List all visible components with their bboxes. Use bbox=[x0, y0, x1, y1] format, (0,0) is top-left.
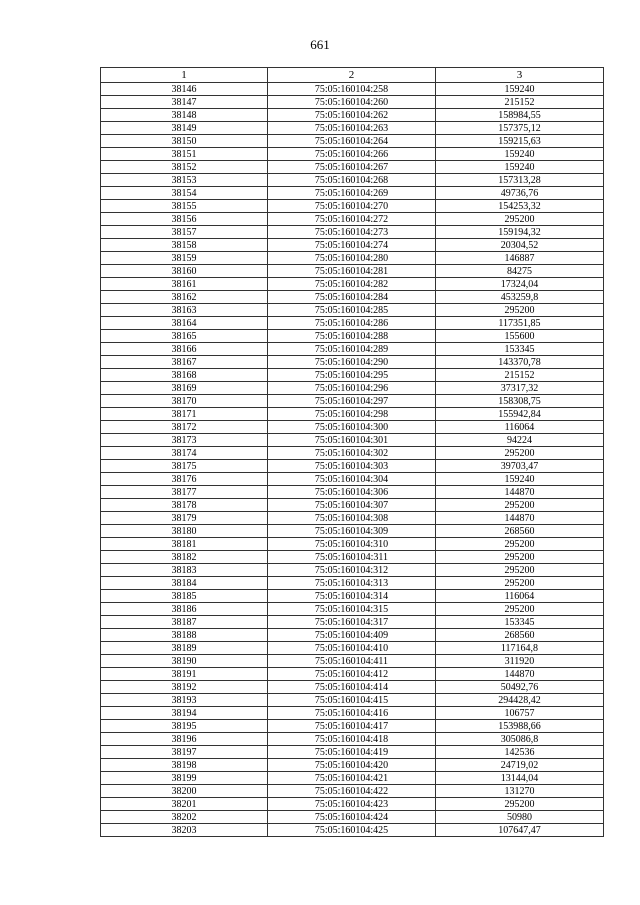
cadastral-number-cell: 75:05:160104:306 bbox=[268, 486, 436, 499]
column-header-2: 2 bbox=[268, 68, 436, 83]
value-cell: 24719,02 bbox=[436, 759, 604, 772]
table-row bbox=[101, 265, 604, 278]
row-number-cell: 38150 bbox=[101, 135, 268, 148]
row-number-cell: 38151 bbox=[101, 148, 268, 161]
table-row bbox=[101, 681, 604, 694]
row-number-cell: 38168 bbox=[101, 369, 268, 382]
table-row bbox=[101, 226, 604, 239]
row-number-cell: 38158 bbox=[101, 239, 268, 252]
cadastral-number-cell: 75:05:160104:270 bbox=[268, 200, 436, 213]
value-cell: 49736,76 bbox=[436, 187, 604, 200]
row-number-cell: 38148 bbox=[101, 109, 268, 122]
cadastral-number-cell: 75:05:160104:288 bbox=[268, 330, 436, 343]
value-cell: 142536 bbox=[436, 746, 604, 759]
row-number-cell: 38192 bbox=[101, 681, 268, 694]
table-row bbox=[101, 668, 604, 681]
value-cell: 50492,76 bbox=[436, 681, 604, 694]
row-number-cell: 38179 bbox=[101, 512, 268, 525]
table-row bbox=[101, 707, 604, 720]
value-cell: 107647,47 bbox=[436, 824, 604, 837]
row-number-cell: 38167 bbox=[101, 356, 268, 369]
row-number-cell: 38180 bbox=[101, 525, 268, 538]
row-number-cell: 38197 bbox=[101, 746, 268, 759]
row-number-cell: 38171 bbox=[101, 408, 268, 421]
cadastral-number-cell: 75:05:160104:417 bbox=[268, 720, 436, 733]
row-number-cell: 38164 bbox=[101, 317, 268, 330]
value-cell: 453259,8 bbox=[436, 291, 604, 304]
cadastral-number-cell: 75:05:160104:282 bbox=[268, 278, 436, 291]
table-row bbox=[101, 382, 604, 395]
table-row bbox=[101, 577, 604, 590]
table-row bbox=[101, 122, 604, 135]
table-row bbox=[101, 538, 604, 551]
row-number-cell: 38175 bbox=[101, 460, 268, 473]
cadastral-number-cell: 75:05:160104:267 bbox=[268, 161, 436, 174]
value-cell: 37317,32 bbox=[436, 382, 604, 395]
table-row bbox=[101, 785, 604, 798]
value-cell: 157375,12 bbox=[436, 122, 604, 135]
cadastral-number-cell: 75:05:160104:418 bbox=[268, 733, 436, 746]
row-number-cell: 38178 bbox=[101, 499, 268, 512]
table-row bbox=[101, 746, 604, 759]
cadastral-number-cell: 75:05:160104:424 bbox=[268, 811, 436, 824]
value-cell: 295200 bbox=[436, 447, 604, 460]
value-cell: 117351,85 bbox=[436, 317, 604, 330]
table-row bbox=[101, 252, 604, 265]
cadastral-number-cell: 75:05:160104:313 bbox=[268, 577, 436, 590]
cadastral-number-cell: 75:05:160104:310 bbox=[268, 538, 436, 551]
cadastral-number-cell: 75:05:160104:295 bbox=[268, 369, 436, 382]
table-row bbox=[101, 395, 604, 408]
table-row bbox=[101, 96, 604, 109]
value-cell: 39703,47 bbox=[436, 460, 604, 473]
cadastral-number-cell: 75:05:160104:422 bbox=[268, 785, 436, 798]
value-cell: 154253,32 bbox=[436, 200, 604, 213]
row-number-cell: 38152 bbox=[101, 161, 268, 174]
table-row bbox=[101, 200, 604, 213]
cadastral-number-cell: 75:05:160104:416 bbox=[268, 707, 436, 720]
value-cell: 146887 bbox=[436, 252, 604, 265]
row-number-cell: 38199 bbox=[101, 772, 268, 785]
table-row bbox=[101, 473, 604, 486]
table-row bbox=[101, 720, 604, 733]
table-row bbox=[101, 161, 604, 174]
table-row bbox=[101, 603, 604, 616]
value-cell: 159215,63 bbox=[436, 135, 604, 148]
table-header bbox=[101, 68, 604, 83]
row-number-cell: 38154 bbox=[101, 187, 268, 200]
value-cell: 295200 bbox=[436, 603, 604, 616]
value-cell: 144870 bbox=[436, 512, 604, 525]
cadastral-number-cell: 75:05:160104:307 bbox=[268, 499, 436, 512]
row-number-cell: 38203 bbox=[101, 824, 268, 837]
cadastral-number-cell: 75:05:160104:268 bbox=[268, 174, 436, 187]
value-cell: 295200 bbox=[436, 499, 604, 512]
row-number-cell: 38163 bbox=[101, 304, 268, 317]
row-number-cell: 38157 bbox=[101, 226, 268, 239]
cadastral-number-cell: 75:05:160104:311 bbox=[268, 551, 436, 564]
column-header-1: 1 bbox=[101, 68, 268, 83]
row-number-cell: 38182 bbox=[101, 551, 268, 564]
table-row bbox=[101, 434, 604, 447]
table-row bbox=[101, 330, 604, 343]
cadastral-number-cell: 75:05:160104:412 bbox=[268, 668, 436, 681]
table-row bbox=[101, 148, 604, 161]
row-number-cell: 38174 bbox=[101, 447, 268, 460]
table-row bbox=[101, 655, 604, 668]
table-row bbox=[101, 135, 604, 148]
page-number: 661 bbox=[310, 37, 330, 52]
cadastral-number-cell: 75:05:160104:297 bbox=[268, 395, 436, 408]
row-number-cell: 38193 bbox=[101, 694, 268, 707]
value-cell: 131270 bbox=[436, 785, 604, 798]
row-number-cell: 38195 bbox=[101, 720, 268, 733]
table-body bbox=[101, 83, 604, 837]
value-cell: 84275 bbox=[436, 265, 604, 278]
cadastral-number-cell: 75:05:160104:304 bbox=[268, 473, 436, 486]
table-row bbox=[101, 408, 604, 421]
value-cell: 17324,04 bbox=[436, 278, 604, 291]
row-number-cell: 38194 bbox=[101, 707, 268, 720]
row-number-cell: 38159 bbox=[101, 252, 268, 265]
cadastral-number-cell: 75:05:160104:260 bbox=[268, 96, 436, 109]
value-cell: 295200 bbox=[436, 304, 604, 317]
cadastral-number-cell: 75:05:160104:423 bbox=[268, 798, 436, 811]
row-number-cell: 38181 bbox=[101, 538, 268, 551]
table-row bbox=[101, 616, 604, 629]
row-number-cell: 38156 bbox=[101, 213, 268, 226]
value-cell: 295200 bbox=[436, 798, 604, 811]
cadastral-number-cell: 75:05:160104:421 bbox=[268, 772, 436, 785]
value-cell: 116064 bbox=[436, 421, 604, 434]
cadastral-number-cell: 75:05:160104:314 bbox=[268, 590, 436, 603]
value-cell: 106757 bbox=[436, 707, 604, 720]
row-number-cell: 38146 bbox=[101, 83, 268, 96]
table-row bbox=[101, 525, 604, 538]
cadastral-number-cell: 75:05:160104:280 bbox=[268, 252, 436, 265]
cadastral-number-cell: 75:05:160104:308 bbox=[268, 512, 436, 525]
value-cell: 158308,75 bbox=[436, 395, 604, 408]
row-number-cell: 38169 bbox=[101, 382, 268, 395]
table-row bbox=[101, 356, 604, 369]
value-cell: 158984,55 bbox=[436, 109, 604, 122]
cadastral-number-cell: 75:05:160104:414 bbox=[268, 681, 436, 694]
value-cell: 116064 bbox=[436, 590, 604, 603]
cadastral-number-cell: 75:05:160104:273 bbox=[268, 226, 436, 239]
cadastral-number-cell: 75:05:160104:281 bbox=[268, 265, 436, 278]
table-row bbox=[101, 421, 604, 434]
value-cell: 295200 bbox=[436, 538, 604, 551]
cadastral-number-cell: 75:05:160104:300 bbox=[268, 421, 436, 434]
table-row bbox=[101, 798, 604, 811]
cadastral-number-cell: 75:05:160104:419 bbox=[268, 746, 436, 759]
table-row bbox=[101, 317, 604, 330]
table-row bbox=[101, 759, 604, 772]
table-row bbox=[101, 590, 604, 603]
row-number-cell: 38170 bbox=[101, 395, 268, 408]
row-number-cell: 38185 bbox=[101, 590, 268, 603]
cadastral-number-cell: 75:05:160104:290 bbox=[268, 356, 436, 369]
value-cell: 155600 bbox=[436, 330, 604, 343]
cadastral-number-cell: 75:05:160104:258 bbox=[268, 83, 436, 96]
table-row bbox=[101, 551, 604, 564]
table-row bbox=[101, 642, 604, 655]
value-cell: 159240 bbox=[436, 83, 604, 96]
cadastral-number-cell: 75:05:160104:274 bbox=[268, 239, 436, 252]
row-number-cell: 38165 bbox=[101, 330, 268, 343]
table-row bbox=[101, 343, 604, 356]
table-row bbox=[101, 564, 604, 577]
cadastral-number-cell: 75:05:160104:269 bbox=[268, 187, 436, 200]
row-number-cell: 38177 bbox=[101, 486, 268, 499]
row-number-cell: 38189 bbox=[101, 642, 268, 655]
table-row bbox=[101, 278, 604, 291]
value-cell: 305086,8 bbox=[436, 733, 604, 746]
cadastral-number-cell: 75:05:160104:317 bbox=[268, 616, 436, 629]
row-number-cell: 38160 bbox=[101, 265, 268, 278]
cadastral-number-cell: 75:05:160104:263 bbox=[268, 122, 436, 135]
row-number-cell: 38188 bbox=[101, 629, 268, 642]
value-cell: 144870 bbox=[436, 486, 604, 499]
value-cell: 295200 bbox=[436, 551, 604, 564]
cadastral-number-cell: 75:05:160104:264 bbox=[268, 135, 436, 148]
value-cell: 153345 bbox=[436, 616, 604, 629]
table-row bbox=[101, 239, 604, 252]
cadastral-number-cell: 75:05:160104:312 bbox=[268, 564, 436, 577]
value-cell: 295200 bbox=[436, 577, 604, 590]
cadastral-number-cell: 75:05:160104:298 bbox=[268, 408, 436, 421]
table-row bbox=[101, 512, 604, 525]
table-row bbox=[101, 486, 604, 499]
cadastral-number-cell: 75:05:160104:286 bbox=[268, 317, 436, 330]
table-row bbox=[101, 460, 604, 473]
table-row bbox=[101, 733, 604, 746]
row-number-cell: 38200 bbox=[101, 785, 268, 798]
row-number-cell: 38166 bbox=[101, 343, 268, 356]
cadastral-number-cell: 75:05:160104:411 bbox=[268, 655, 436, 668]
table-row bbox=[101, 304, 604, 317]
value-cell: 215152 bbox=[436, 96, 604, 109]
value-cell: 215152 bbox=[436, 369, 604, 382]
cadastral-number-cell: 75:05:160104:289 bbox=[268, 343, 436, 356]
table-row bbox=[101, 772, 604, 785]
value-cell: 159240 bbox=[436, 148, 604, 161]
table-row bbox=[101, 447, 604, 460]
table-row bbox=[101, 109, 604, 122]
value-cell: 153988,66 bbox=[436, 720, 604, 733]
value-cell: 159194,32 bbox=[436, 226, 604, 239]
table-row bbox=[101, 824, 604, 837]
value-cell: 159240 bbox=[436, 473, 604, 486]
row-number-cell: 38183 bbox=[101, 564, 268, 577]
value-cell: 20304,52 bbox=[436, 239, 604, 252]
row-number-cell: 38201 bbox=[101, 798, 268, 811]
row-number-cell: 38196 bbox=[101, 733, 268, 746]
value-cell: 94224 bbox=[436, 434, 604, 447]
row-number-cell: 38149 bbox=[101, 122, 268, 135]
cadastral-number-cell: 75:05:160104:315 bbox=[268, 603, 436, 616]
table-row bbox=[101, 694, 604, 707]
table-row bbox=[101, 629, 604, 642]
value-cell: 143370,78 bbox=[436, 356, 604, 369]
cadastral-table bbox=[100, 67, 604, 837]
row-number-cell: 38176 bbox=[101, 473, 268, 486]
cadastral-number-cell: 75:05:160104:415 bbox=[268, 694, 436, 707]
row-number-cell: 38153 bbox=[101, 174, 268, 187]
value-cell: 153345 bbox=[436, 343, 604, 356]
row-number-cell: 38198 bbox=[101, 759, 268, 772]
cadastral-number-cell: 75:05:160104:420 bbox=[268, 759, 436, 772]
value-cell: 159240 bbox=[436, 161, 604, 174]
row-number-cell: 38155 bbox=[101, 200, 268, 213]
row-number-cell: 38187 bbox=[101, 616, 268, 629]
cadastral-number-cell: 75:05:160104:262 bbox=[268, 109, 436, 122]
value-cell: 157313,28 bbox=[436, 174, 604, 187]
value-cell: 50980 bbox=[436, 811, 604, 824]
cadastral-number-cell: 75:05:160104:302 bbox=[268, 447, 436, 460]
value-cell: 117164,8 bbox=[436, 642, 604, 655]
table-row bbox=[101, 499, 604, 512]
row-number-cell: 38184 bbox=[101, 577, 268, 590]
table-row bbox=[101, 174, 604, 187]
cadastral-number-cell: 75:05:160104:410 bbox=[268, 642, 436, 655]
row-number-cell: 38186 bbox=[101, 603, 268, 616]
row-number-cell: 38161 bbox=[101, 278, 268, 291]
cadastral-number-cell: 75:05:160104:285 bbox=[268, 304, 436, 317]
cadastral-number-cell: 75:05:160104:272 bbox=[268, 213, 436, 226]
row-number-cell: 38162 bbox=[101, 291, 268, 304]
value-cell: 268560 bbox=[436, 629, 604, 642]
value-cell: 311920 bbox=[436, 655, 604, 668]
value-cell: 155942,84 bbox=[436, 408, 604, 421]
column-header-3: 3 bbox=[436, 68, 604, 83]
table-row bbox=[101, 291, 604, 304]
value-cell: 13144,04 bbox=[436, 772, 604, 785]
row-number-cell: 38173 bbox=[101, 434, 268, 447]
table-row bbox=[101, 213, 604, 226]
table-row bbox=[101, 811, 604, 824]
row-number-cell: 38202 bbox=[101, 811, 268, 824]
cadastral-number-cell: 75:05:160104:309 bbox=[268, 525, 436, 538]
cadastral-number-cell: 75:05:160104:303 bbox=[268, 460, 436, 473]
row-number-cell: 38190 bbox=[101, 655, 268, 668]
row-number-cell: 38191 bbox=[101, 668, 268, 681]
value-cell: 294428,42 bbox=[436, 694, 604, 707]
row-number-cell: 38147 bbox=[101, 96, 268, 109]
value-cell: 144870 bbox=[436, 668, 604, 681]
table-row bbox=[101, 83, 604, 96]
header-row bbox=[101, 68, 604, 83]
cadastral-number-cell: 75:05:160104:425 bbox=[268, 824, 436, 837]
cadastral-number-cell: 75:05:160104:409 bbox=[268, 629, 436, 642]
value-cell: 295200 bbox=[436, 213, 604, 226]
row-number-cell: 38172 bbox=[101, 421, 268, 434]
cadastral-number-cell: 75:05:160104:301 bbox=[268, 434, 436, 447]
table-row bbox=[101, 187, 604, 200]
cadastral-number-cell: 75:05:160104:296 bbox=[268, 382, 436, 395]
value-cell: 295200 bbox=[436, 564, 604, 577]
value-cell: 268560 bbox=[436, 525, 604, 538]
cadastral-number-cell: 75:05:160104:284 bbox=[268, 291, 436, 304]
table-row bbox=[101, 369, 604, 382]
cadastral-number-cell: 75:05:160104:266 bbox=[268, 148, 436, 161]
